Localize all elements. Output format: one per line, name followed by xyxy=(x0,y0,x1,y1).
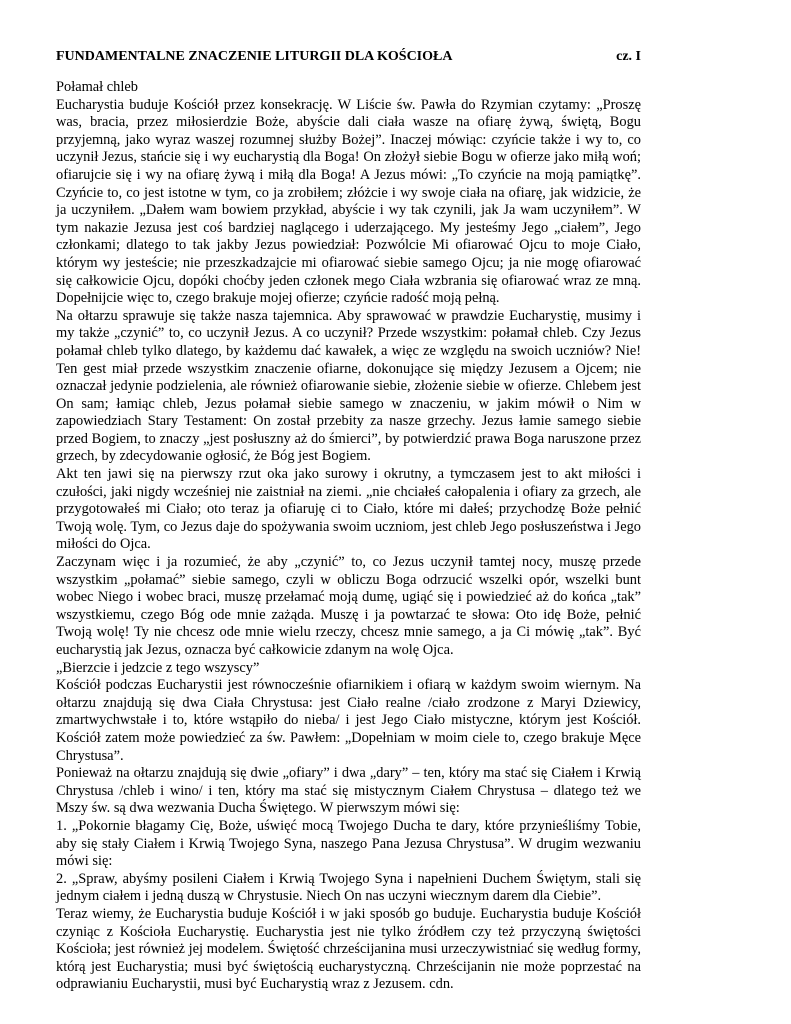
paragraph: Na ołtarzu sprawuje się także nasza tajemnica. Aby sprawować w prawdzie Eucharystię, musimy i my także „czynić” to, co uczynił Jezus. A co uczynił? Przede wszystkim: połamał chleb. Czy Jezus połamał chleb tylko dlatego, by każdemu dać kawałek, a więc ze względu na swoich uczniów? Nie! Ten gest miał przede wszystkim znaczenie ofiarne, dokonujące się między Jezusem a Ojcem; nie oznaczał jedynie podzielenia, ale również ofiarowanie siebie, złożenie siebie w ofierze. Chlebem jest On sam; łamiąc chleb, Jezus połamał siebie samego w znaczeniu, w jakim mówił o Nim w zapowiedziach Stary Testament: On został przebity za nasze grzechy. Jezus łamie samego siebie przed Bogiem, to znaczy „jest posłuszny aż do śmierci”, by potwierdzić prawa Boga naruszone przez grzech, by zdecydowanie ogłosić, że Bóg jest Bogiem. xyxy=(56,307,641,465)
document-body xyxy=(56,79,641,994)
page-title xyxy=(56,48,641,66)
section-heading: Połamał chleb xyxy=(56,79,138,95)
paragraph: Kościół podczas Eucharystii jest równocześnie ofiarnikiem i ofiarą w każdym swoim wiernym. Na ołtarzu znajdują się dwa Ciała Chrystusa: jest Ciało realne /ciało zrodzone z Maryi Dziewicy, zmartwychwstałe i to, które wstąpiło do nieba/ i jest Jego Ciało mistyczne, którym jest Kościół. Kościół zatem może powiedzieć za św. Pawłem: „Dopełniam w moim ciele to, czego brakuje Męce Chrystusa”. xyxy=(56,677,641,764)
title-text: FUNDAMENTALNE ZNACZENIE LITURGII DLA KOŚCIOŁA xyxy=(56,49,453,64)
list-item: 1. „Pokornie błagamy Cię, Boże, uświęć mocą Twojego Ducha te dary, które przynieśliśmy Tobie, aby się stały Ciałem i Krwią Twojego Syna, naszego Pana Jezusa Chrystusa”. W drugim wezwaniu mówi się: xyxy=(56,817,641,870)
paragraph: Zaczynam więc i ja rozumieć, że aby „czynić” to, co Jezus uczynił tamtej nocy, muszę przede wszystkim „połamać” siebie samego, czyli w obliczu Boga odrzucić wszelki opór, wszelki bunt wobec Niego i wobec braci, muszę przełamać moją dumę, ugiąć się i powiedzieć aż do końca „tak” wszystkiemu, czego Bóg ode mnie zażąda. Muszę i ja powtarzać te słowa: Oto idę Boże, pełnić Twoją wolę! Ty nie chcesz ode mnie wielu rzeczy, chcesz mnie samego, a ja Ci mówię „tak”. Być eucharystią jak Jezus, oznacza być całkowicie zdanym na wolę Ojca. xyxy=(56,554,641,658)
paragraph: Akt ten jawi się na pierwszy rzut oka jako surowy i okrutny, a tymczasem jest to akt miłości i czułości, jaki nigdy wcześniej nie zaistniał na ziemi. „nie chciałeś całopalenia i ofiary za grzech, ale przygotowałeś mi Ciało; oto teraz ja ofiaruję ci to Ciało, które mi dałeś; przychodzę Boże pełnić Twoją wolę. Tym, co Jezus daje do spożywania swoim uczniom, jest chleb Jego posłuszeństwa i Jego miłości do Ojca. xyxy=(56,466,641,553)
list-item: 2. „Spraw, abyśmy posileni Ciałem i Krwią Twojego Syna i napełnieni Duchem Świętym, stali się jednym ciałem i jedną duszą w Chrystusie. Niech On nas uczyni wiecznym darem dla Ciebie”. xyxy=(56,870,641,905)
paragraph: Eucharystia buduje Kościół przez konsekrację. W Liście św. Pawła do Rzymian czytamy: „Proszę was, bracia, przez miłosierdzie Boże, abyście dali ciała wasze na ofiarę żywą, świętą, Bogu przyjemną, jako wyraz waszej rozumnej służby Bożej”. Inaczej mówiąc: czyńcie także i wy to, co uczynił Jezus, stańcie się i wy eucharystią dla Boga! On złożył siebie Bogu w ofierze jako miłą woń; ofiarujcie się i wy na ofiarę żywą i miłą dla Boga! A Jezus mówi: „To czyńcie na moją pamiątkę”. Czyńcie to, co jest istotne w tym, co ja zrobiłem; złóżcie i wy swoje ciała na ofiarę, jak widzicie, że ja uczyniłem. „Dałem wam bowiem przykład, abyście i wy tak czynili, jak Ja wam uczyniłem”. W tym nakazie Jezusa jest coś bardziej naglącego i uderzającego. My jesteśmy Jego „ciałem”, Jego członkami; dlatego to tak jakby Jezus powiedział: Pozwólcie Mi ofiarować Ojcu to moje Ciało, którym wy jesteście; nie przeszkadzajcie mi ofiarować siebie samego Ojcu; ja nie mogę ofiarować się całkowicie Ojcu, dopóki choćby jeden członek mego Ciała wzbrania się ofiarować wraz ze mną. Dopełnijcie więc to, czego brakuje mojej ofierze; czyńcie radość moją pełną. xyxy=(56,96,641,307)
paragraph: Ponieważ na ołtarzu znajdują się dwie „ofiary” i dwa „dary” – ten, który ma stać się Ciałem i Krwią Chrystusa /chleb i wino/ i ten, który ma stać się mistycznym Ciałem Chrystusa – dlatego też we Mszy św. są dwa wezwania Ducha Świętego. W pierwszym mówi się: xyxy=(56,765,641,817)
part-label: cz. I xyxy=(616,49,641,64)
section-heading: „Bierzcie i jedzcie z tego wszyscy” xyxy=(56,659,260,676)
paragraph: Teraz wiemy, że Eucharystia buduje Kościół i w jaki sposób go buduje. Eucharystia buduje Kościół czyniąc z Kościoła Eucharystię. Eucharystia jest nie tylko źródłem czy też przyczyną świętości Kościoła; jest również jej modelem. Świętość chrześcijanina musi urzeczywistniać się według formy, którą jest Eucharystia; musi być świętością eucharystyczną. Chrześcijanin nie może poprzestać na odprawianiu Eucharystii, musi być Eucharystią wraz z Jezusem. cdn. xyxy=(56,905,641,993)
